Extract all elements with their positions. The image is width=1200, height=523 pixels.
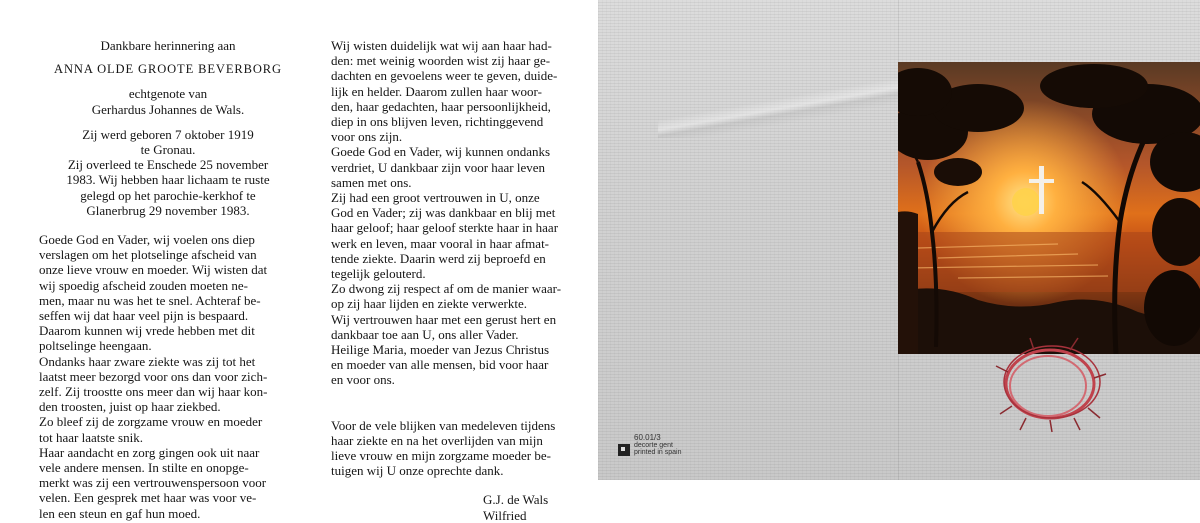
signature-line: G.J. de Wals [483,492,549,508]
card-code: 60.01/3 [634,433,661,442]
birth-line-1: Zij werd geboren 7 oktober 1919 [82,126,254,142]
signature-line: Wilfried [483,507,527,523]
spouse-line-2: Gerhardus Johannes de Wals. [91,101,245,117]
body-line: poltselinge heengaan. [39,338,152,354]
death-line: gelegd op het parochie-kerkhof te [80,187,256,203]
body-line: Zo bleef zij de zorgzame vrouw en moeder [39,414,263,430]
death-notice [39,157,297,218]
printer-imprint [618,434,681,457]
body-line: diep in ons blijven leven, richtinggevend [331,114,544,130]
body-line: onze lieve vrouw en moeder. Wij wisten dat [39,262,268,278]
body-line: Heilige Maria, moeder van Jezus Christus [331,342,550,358]
spouse-line-1: echtgenote van [128,86,208,102]
body-line: voor ons zijn. [331,129,403,145]
left-body-text [39,232,297,521]
sunset-photo [898,62,1200,354]
body-line: dankbaar toe aan U, ons aller Vader. [331,326,519,342]
body-line: men, maar nu was het te snel. Achteraf be- [39,292,261,308]
card-cover [598,0,1200,480]
imprint-line-1: decorte gent [634,441,673,449]
death-line: Glanerbrug 29 november 1983. [86,202,250,218]
body-line: tegelijk gelouterd. [331,266,426,282]
body-line: en voor ons. [331,372,395,388]
imprint-line-2: printed in spain [634,449,682,456]
middle-body-text [331,38,589,388]
body-line: op zij haar lijden en ziekte verwerkte. [331,296,527,312]
middle-text-panel [331,32,589,523]
birth-line-2: te Gronau. [140,142,196,158]
thanks-text [331,418,589,479]
signature-block [483,492,589,522]
body-line: wij spoedig afscheid zouden moeten ne- [39,277,249,293]
thanks-line: lieve vrouw en mijn zorgzame moeder be- [331,448,551,464]
body-line: tende ziekte. Daarin werd zij beproefd en [331,250,546,266]
death-line: Zij overleed te Enschede 25 november [67,157,269,173]
body-line: verslagen om het plotselinge afscheid van [39,247,257,263]
body-line: merkt was zij een vertrouwenspersoon voor [39,475,267,491]
crown-of-thorns-icon [990,334,1110,439]
death-line: 1983. Wij hebben haar lichaam te ruste [66,172,270,188]
body-line: Haar aandacht en zorg gingen ook uit naar [39,444,260,460]
body-line: Ondanks haar zware ziekte was zij tot het [39,353,256,369]
thanks-line: Voor de vele blijken van medeleven tijdens [331,417,556,433]
body-line: seffen wij dat haar veel pijn is bespaard. [39,308,249,324]
body-line: lijk en helder. Daarom zullen haar woor- [331,83,542,99]
body-line: den: met weinig woorden wist zij haar ge- [331,53,551,69]
body-line: verdriet, U dankbaar zijn voor haar leven [331,159,546,175]
body-line: len een steun en gaf hun moed. [39,505,201,521]
body-line: den, haar gedachten, haar persoonlijkheid, [331,98,551,114]
thanks-line: haar ziekte en na het overlijden van mijn [331,432,543,448]
body-line: dachten en gevoelens weer te geven, duide- [331,68,558,84]
publisher-logo-icon [618,444,630,456]
body-line: zelf. Zij troostte ons meer dan wij haar kon- [39,384,268,400]
deceased-name: ANNA OLDE GROOTE BEVERBORG [54,62,282,77]
body-line: Zij had een groot vertrouwen in U, onze [331,190,540,206]
body-line: Zo dwong zij respect af om de manier waar- [331,281,562,297]
thanks-line: tuigen wij U onze oprechte dank. [331,463,504,479]
body-line: Wij vertrouwen haar met een gerust hert en [331,311,557,327]
body-line: Daarom kunnen wij vrede hebben met dit [39,323,255,339]
body-line: en moeder van alle mensen, bid voor haar [331,357,549,373]
body-line: Wij wisten duidelijk wat wij aan haar had- [331,38,552,53]
body-line: tot haar laatste snik. [39,429,143,445]
body-line: Goede God en Vader, wij kunnen ondanks [331,144,551,160]
body-line: vele andere mensen. In stilte en onopge- [39,460,249,476]
body-line: den troosten, juist op haar ziekbed. [39,399,221,415]
paper-crease [658,78,908,138]
left-text-panel [39,32,297,521]
body-line: laatst meer bezorgd voor ons dan voor zich- [39,368,268,384]
body-line: Goede God en Vader, wij voelen ons diep [39,232,255,248]
body-line: God en Vader; zij was dankbaar en blij met [331,205,556,221]
body-line: samen met ons. [331,174,412,190]
body-line: werk en leven, maar vooral in haar afmat- [331,235,550,251]
sunset-image [898,62,1200,354]
body-line: velen. Een gesprek met haar was voor ve- [39,490,257,506]
body-line: haar geloof; haar geloof sterkte haar in haar [331,220,559,236]
intro-line: Dankbare herinnering aan [100,38,236,53]
